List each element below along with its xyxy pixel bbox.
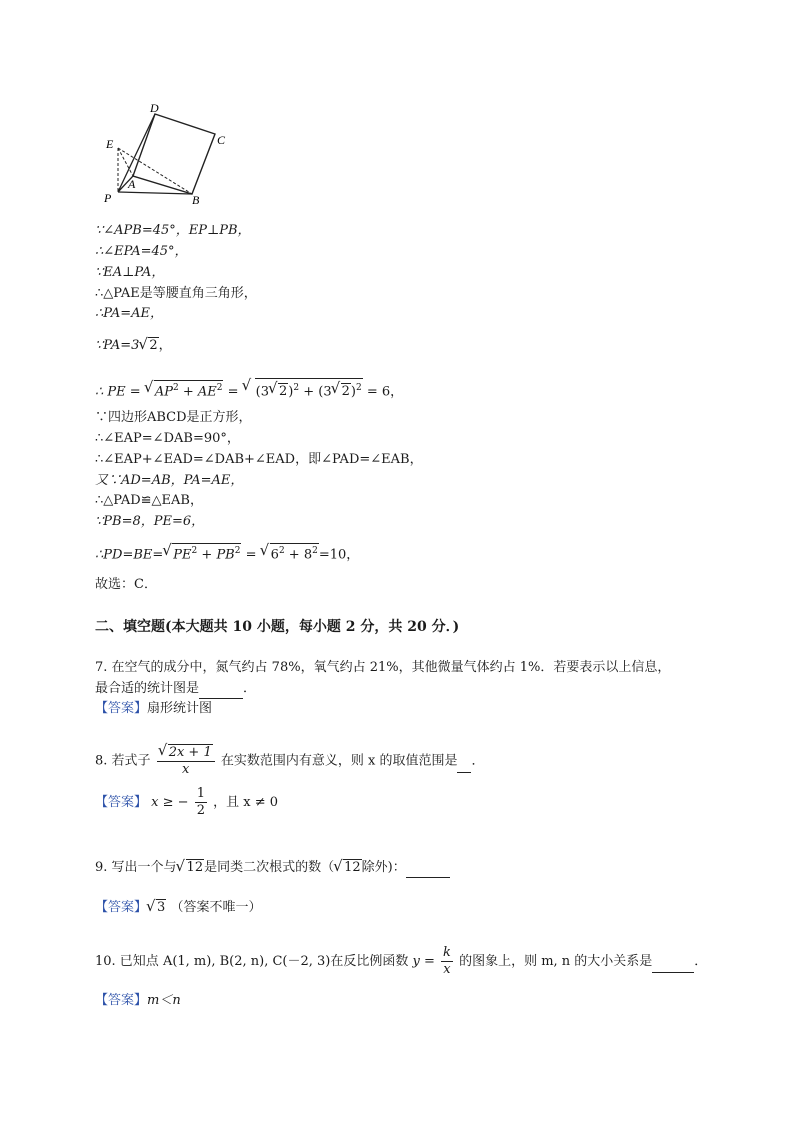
section-title: 二、填空题(本大题共 10 小题，每小题 2 分，共 20 分．) bbox=[95, 619, 460, 635]
q8-blank[interactable] bbox=[457, 752, 471, 773]
q7-text-line2: 最合适的统计图是 ． bbox=[95, 680, 256, 699]
q10-blank[interactable] bbox=[652, 952, 694, 973]
q7-blank[interactable] bbox=[199, 680, 243, 699]
label-b: B bbox=[192, 193, 200, 207]
solution-conclusion: 故选：C． bbox=[95, 577, 157, 592]
solution-line-9: ∴∠EAP=∠DAB=90°， bbox=[95, 431, 240, 446]
label-c: C bbox=[217, 133, 226, 147]
q8-text: 8. 若式子 √ $\frac{2x + 1}{x}$ 在实数范围内有意义，则 x 的取值范围是 ． bbox=[95, 744, 484, 778]
q9-blank[interactable] bbox=[406, 859, 450, 878]
solution-line-3: ∵EA⊥PA， bbox=[95, 265, 165, 280]
solution-line-5: ∴PA=AE， bbox=[95, 306, 163, 321]
label-e: E bbox=[106, 137, 114, 151]
solution-line-6: ∵PA=3√ 2， bbox=[95, 337, 172, 355]
q10-answer: 【答案】m＜n bbox=[95, 993, 181, 1008]
q10-text: 10. 已知点 A(1, m), B(2, n), C(－2, 3)在反比例函数 y = $\frac{k}{x}$ 的图象上，则 m, n 的大小关系是 ． bbox=[95, 945, 708, 977]
segment-pb bbox=[118, 192, 192, 194]
square-abcd bbox=[133, 114, 215, 194]
solution-line-1: ∵∠APB=45°，EP⊥PB， bbox=[95, 223, 251, 238]
solution-line-10: ∴∠EAP+∠EAD=∠DAB+∠EAD，即∠PAD=∠EAB， bbox=[95, 452, 423, 467]
q9-text: 9. 写出一个与√ 12是同类二次根式的数（√ 12除外)： bbox=[95, 859, 450, 878]
q7-text-line1: 7. 在空气的成分中，氮气约占 78%，氧气约占 21%，其他微量气体约占 1%．若要表示以上信息， bbox=[95, 660, 671, 675]
solution-line-12: ∴△PAD≌△EAB， bbox=[95, 493, 203, 508]
q8-answer: 【答案】 x ≥ − $\frac{1}{2}$ ，且 x ≠ 0 bbox=[95, 786, 279, 818]
geometry-figure bbox=[100, 100, 250, 210]
q8-fraction: √ $\frac{2x + 1}{x}$ bbox=[157, 744, 215, 778]
label-p: P bbox=[104, 191, 112, 205]
label-a: A bbox=[128, 177, 136, 191]
solution-line-4: ∴△PAE是等腰直角三角形， bbox=[95, 286, 257, 301]
segment-ea bbox=[118, 148, 133, 176]
solution-line-2: ∴∠EPA=45°， bbox=[95, 244, 188, 259]
answer-tag: 【答案】 bbox=[95, 900, 148, 915]
solution-line-13: ∵PB=8，PE=6， bbox=[95, 514, 205, 529]
answer-tag: 【答案】 bbox=[95, 993, 148, 1008]
label-d: D bbox=[150, 101, 159, 115]
solution-line-8: ∵四边形ABCD是正方形， bbox=[95, 410, 252, 425]
answer-tag: 【答案】 bbox=[95, 795, 148, 810]
answer-tag: 【答案】 bbox=[95, 701, 148, 716]
q7-answer: 【答案】扇形统计图 bbox=[95, 701, 213, 716]
solution-line-14: ∴PD=BE=√ $PE^2 + PB^2$ = √ $6^2 + 8^2=10$， bbox=[95, 543, 359, 564]
solution-line-11: 又∵AD=AB，PA=AE， bbox=[95, 473, 244, 488]
solution-line-7: ∴ PE = √ $AP^2 + AE^2$ = √ (3√ 2)$^2$ + (3√ 2)$^2$ = 6， bbox=[95, 378, 403, 401]
q9-answer: 【答案】√ 3 （答案不唯一） bbox=[95, 899, 261, 917]
